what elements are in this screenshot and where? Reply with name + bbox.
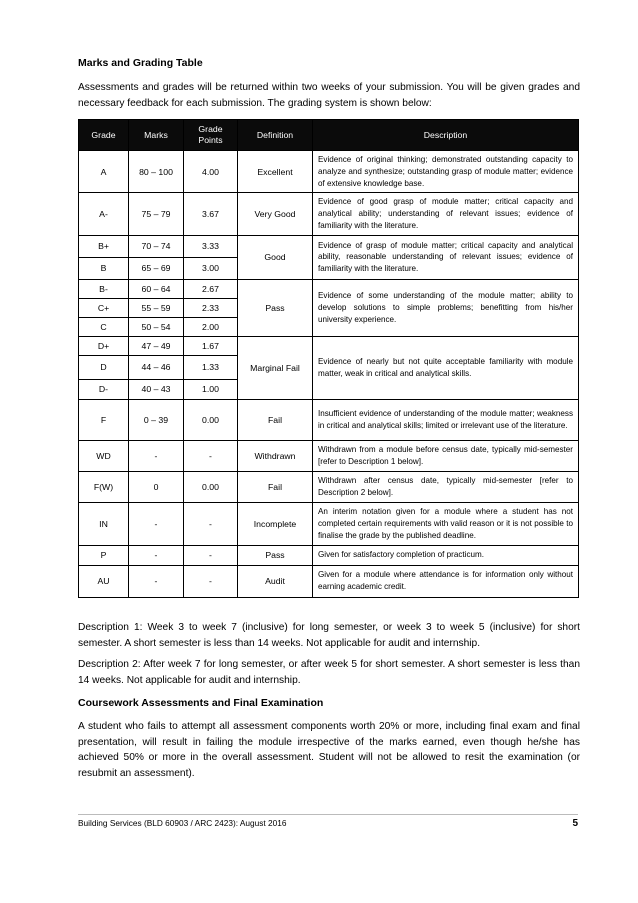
grade-cell: D- xyxy=(79,379,129,399)
table-row xyxy=(79,279,579,298)
footer-text: Building Services (BLD 60903 / ARC 2423): August 2016 xyxy=(78,818,287,828)
marks-cell: 70 – 74 xyxy=(129,235,184,257)
description-2-note: Description 2: After week 7 for long semester, or after week 5 for short semester. A short semester is less than 14 weeks. Not applicable for audit and internship. xyxy=(78,659,580,686)
grade-cell: A xyxy=(79,151,129,193)
description-cell: Given for satisfactory completion of practicum. xyxy=(313,545,579,565)
grade-cell: C+ xyxy=(79,298,129,317)
grade-cell: F xyxy=(79,399,129,440)
grade-cell: B- xyxy=(79,279,129,298)
description-cell: Insufficient evidence of understanding of the module matter; weakness in critical and analytical skills; limited or irrelevant use of the literature. xyxy=(313,399,579,440)
marks-cell: 65 – 69 xyxy=(129,257,184,279)
marks-cell: 0 – 39 xyxy=(129,399,184,440)
points-cell: 1.67 xyxy=(184,336,238,355)
points-cell: 2.67 xyxy=(184,279,238,298)
description-cell: Evidence of good grasp of module matter; critical capacity and analytical ability; understanding of relevant issues; evidence of familiarity with the literature. xyxy=(313,193,579,235)
marks-cell: 80 – 100 xyxy=(129,151,184,193)
page-number: 5 xyxy=(572,818,578,829)
definition-cell: Fail xyxy=(238,471,313,502)
table-row xyxy=(79,235,579,257)
table-row xyxy=(79,471,579,502)
points-cell: 3.33 xyxy=(184,235,238,257)
definition-cell: Good xyxy=(238,235,313,279)
points-cell: - xyxy=(184,502,238,545)
table-row xyxy=(79,565,579,597)
description-cell: Withdrawn after census date, typically mid-semester [refer to Description 2 below]. xyxy=(313,471,579,502)
definition-cell: Audit xyxy=(238,565,313,597)
points-cell: 1.33 xyxy=(184,355,238,379)
points-cell: 3.67 xyxy=(184,193,238,235)
section-title: Marks and Grading Table xyxy=(78,57,203,69)
grade-cell: AU xyxy=(79,565,129,597)
definition-cell: Pass xyxy=(238,545,313,565)
grade-cell: A- xyxy=(79,193,129,235)
section-2-paragraph: A student who fails to attempt all assessment components worth 20% or more, including final exam and final presentation, will result in failing the module irrespective of the marks earned, even though he/she has achieved 50% or more in the overall assessment. Student will not be allowed to resit the examination (or resubmit an assessment). xyxy=(78,721,580,779)
grade-cell: IN xyxy=(79,502,129,545)
marks-cell: - xyxy=(129,440,184,471)
definition-cell: Very Good xyxy=(238,193,313,235)
marks-cell: 40 – 43 xyxy=(129,379,184,399)
points-cell: 4.00 xyxy=(184,151,238,193)
table-row xyxy=(79,545,579,565)
grade-cell: WD xyxy=(79,440,129,471)
definition-cell: Fail xyxy=(238,399,313,440)
marks-cell: 60 – 64 xyxy=(129,279,184,298)
grade-cell: C xyxy=(79,317,129,336)
marks-cell: 47 – 49 xyxy=(129,336,184,355)
header-description: Description xyxy=(313,120,579,151)
marks-cell: 55 – 59 xyxy=(129,298,184,317)
description-cell: Evidence of original thinking; demonstrated outstanding capacity to analyze and synthesize; outstanding grasp of module matter; evidence of extensive knowledge base. xyxy=(313,151,579,193)
points-cell: 3.00 xyxy=(184,257,238,279)
description-cell: Evidence of some understanding of the module matter; ability to develop solutions to simple problems; benefitting from his/her university experience. xyxy=(313,279,579,336)
definition-cell: Excellent xyxy=(238,151,313,193)
grade-cell: B+ xyxy=(79,235,129,257)
description-cell: An interim notation given for a module where a student has not completed certain requirements with valid reason or it is not possible to finalise the grade by the published deadline. xyxy=(313,502,579,545)
table-row xyxy=(79,151,579,193)
marks-cell: 75 – 79 xyxy=(129,193,184,235)
points-cell: - xyxy=(184,440,238,471)
description-cell: Evidence of grasp of module matter; critical capacity and analytical ability, reasonable understanding of relevant issues; evidence of familiarity with the literature. xyxy=(313,235,579,279)
table-row xyxy=(79,336,579,355)
marks-cell: 0 xyxy=(129,471,184,502)
table-row xyxy=(79,502,579,545)
header-definition: Definition xyxy=(238,120,313,151)
description-cell: Given for a module where attendance is for information only without earning academic credit. xyxy=(313,565,579,597)
points-cell: 2.00 xyxy=(184,317,238,336)
points-cell: - xyxy=(184,545,238,565)
definition-cell: Pass xyxy=(238,279,313,336)
table-header-row xyxy=(79,120,579,151)
marks-cell: - xyxy=(129,545,184,565)
table-row xyxy=(79,193,579,235)
definition-cell: Withdrawn xyxy=(238,440,313,471)
points-cell: 1.00 xyxy=(184,379,238,399)
points-cell: 2.33 xyxy=(184,298,238,317)
points-cell: 0.00 xyxy=(184,399,238,440)
description-cell: Evidence of nearly but not quite acceptable familiarity with module matter, weak in critical and analytical skills. xyxy=(313,336,579,399)
grade-cell: P xyxy=(79,545,129,565)
marks-cell: - xyxy=(129,502,184,545)
section-2-title: Coursework Assessments and Final Examination xyxy=(78,697,324,709)
header-grade: Grade xyxy=(79,120,129,151)
grade-cell: F(W) xyxy=(79,471,129,502)
definition-cell: Marginal Fail xyxy=(238,336,313,399)
footer-divider xyxy=(78,814,578,815)
grading-table xyxy=(78,119,579,598)
table-row xyxy=(79,440,579,471)
grade-cell: B xyxy=(79,257,129,279)
definition-cell: Incomplete xyxy=(238,502,313,545)
header-grade-points: Grade Points xyxy=(184,120,238,151)
grade-cell: D xyxy=(79,355,129,379)
marks-cell: 50 – 54 xyxy=(129,317,184,336)
description-1-note: Description 1: Week 3 to week 7 (inclusive) for long semester, or week 3 to week 5 (inclusive) for short semester. A short semester is less than 14 weeks. Not applicable for audit and internship. xyxy=(78,622,580,649)
header-marks: Marks xyxy=(129,120,184,151)
intro-paragraph: Assessments and grades will be returned within two weeks of your submission. You will be given grades and necessary feedback for each submission. The grading system is shown below: xyxy=(78,82,580,109)
description-cell: Withdrawn from a module before census date, typically mid-semester [refer to Description 1 below]. xyxy=(313,440,579,471)
points-cell: 0.00 xyxy=(184,471,238,502)
grade-cell: D+ xyxy=(79,336,129,355)
marks-cell: - xyxy=(129,565,184,597)
table-row xyxy=(79,399,579,440)
points-cell: - xyxy=(184,565,238,597)
marks-cell: 44 – 46 xyxy=(129,355,184,379)
